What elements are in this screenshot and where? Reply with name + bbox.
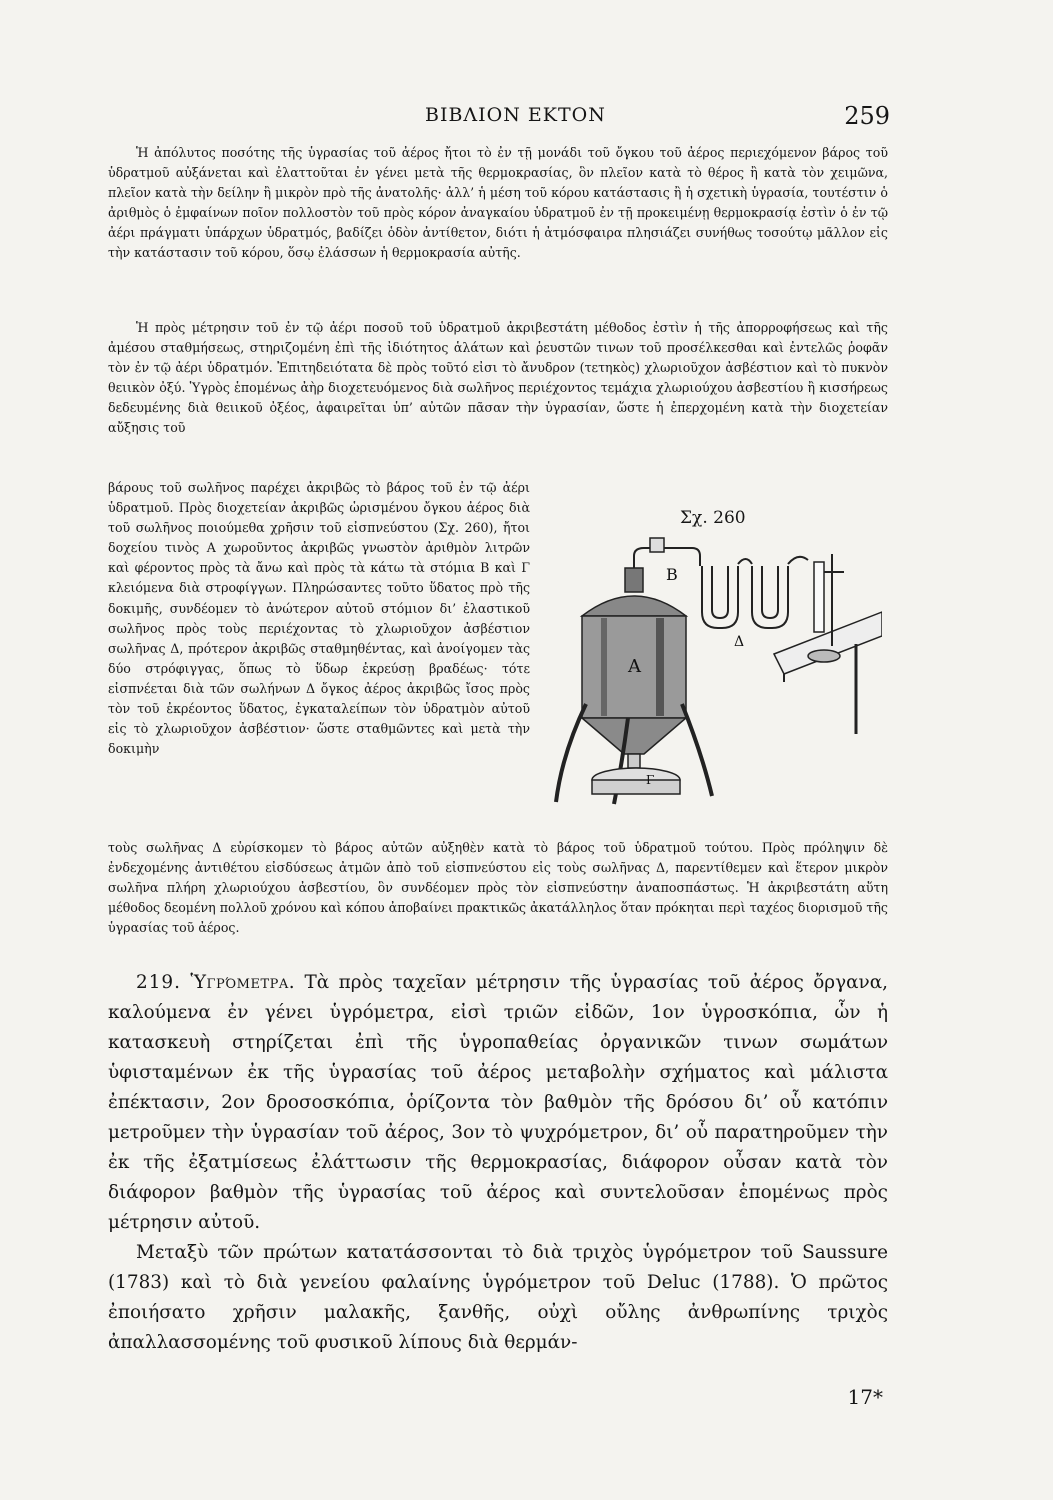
paragraph-text: βάρους τοῦ σωλῆνος παρέχει ἀκριβῶς τὸ βάρος τοῦ ἐν τῷ ἀέρι ὑδρατμοῦ. Πρὸς διοχετείαν ἀκριβῶς ὡρισμένου ὄγκου ἀέρος διὰ τοῦ σωλῆνος ποιούμεθα χρῆσιν τοῦ εἰσπνεύστου (Σχ. 260), ἤτοι δοχείου τινὸς Α χωροῦντος ἀκριβῶς γνωστὸν ἀριθμὸν λιτρῶν καὶ φέροντος πρὸς τὰ ἄνω καὶ πρὸς τὰ κάτω τὰ στόμια Β καὶ Γ κλειόμενα διὰ στροφίγγων. Πληρώσαντες τοῦτο ὕδατος πρὸ τῆς δοκιμῆς, συνδέομεν τὸ ἀνώτερον αὐτοῦ στόμιον δι’ ἐλαστικοῦ σωλῆνος πρὸς τοὺς περιέχοντας τὸ χλωριοῦχον ἀσβέστιον σωλῆνας Δ, πρότερον ἀκριβῶς σταθμηθέντας, καὶ ἀνοίγομεν τὰς δύο στρόφιγγας, ὅπως τὸ ὕδωρ ἐκρεύσῃ βραδέως· τότε εἰσπνέεται διὰ τῶν σωλήνων Δ ὄγκος ἀέρος ἀκριβῶς ἴσος πρὸς τὸν τοῦ ἐκρέοντος ὕδατος, ἐγκαταλείπων τὸν ὑδρατμὸν αὐτοῦ εἰς τὸ χλωριοῦχον ἀσβέστιον· ὥστε σταθμῶντες καὶ μετὰ τὴν δοκιμὴν <box>108 480 530 757</box>
figure-260 <box>552 504 882 834</box>
section-paragraph: Μεταξὺ τῶν πρώτων κατατάσσονται τὸ διὰ τριχὸς ὑγρόμετρον τοῦ Saussure (1783) καὶ τὸ διὰ γενείου φαλαίνης ὑγρόμετρον τοῦ Deluc (1788). Ὁ πρῶτος ἐποιήσατο χρῆσιν μαλακῆς, ξανθῆς, οὐχὶ οὔλης ἀνθρωπίνης τριχὸς ἀπαλλασσομένης τοῦ φυσικοῦ λίπους διὰ θερμάν- <box>108 1242 888 1353</box>
tripod-leg <box>682 704 712 796</box>
label-a: Α <box>628 656 641 677</box>
section-number: 219. <box>136 972 181 993</box>
drying-tubes <box>702 557 808 628</box>
neck <box>625 568 643 592</box>
stopcock-bottom <box>628 754 640 768</box>
paragraph-continuation <box>108 838 888 938</box>
section-heading: Ὑγρόμετρα. <box>190 972 296 993</box>
paragraph-absolute-humidity <box>108 143 888 264</box>
dome <box>582 596 686 616</box>
label-g: Γ <box>646 773 655 787</box>
stand-base <box>808 650 840 662</box>
paragraph-wrapped-around-figure <box>108 478 530 759</box>
connector <box>738 559 752 564</box>
aspirator-illustration <box>552 504 882 834</box>
dish-wall <box>592 780 680 794</box>
label-d: Δ <box>734 634 745 650</box>
connector-out <box>788 557 808 564</box>
page-number: 259 <box>844 102 890 130</box>
small-tube <box>814 562 824 632</box>
u-tube-1-inner <box>712 566 728 618</box>
label-b: Β <box>666 565 678 584</box>
section-body: Τὰ πρὸς ταχεῖαν μέτρησιν τῆς ὑγρασίας τοῦ ἀέρος ὄργανα, καλούμενα ἐν γένει ὑγρόμετρα, εἰσὶ τριῶν εἰδῶν, 1ον ὑγροσκόπια, ὧν ἡ κατασκευὴ στηρίζεται ἐπὶ τῆς ὑγροπαθείας ὀργανικῶν τινων σωμάτων ὑφισταμένων ἐκ τῆς ὑγρασίας τοῦ ἀέρος μεταβολὴν σχήματος καὶ μάλιστα ἐπέκτασιν, 2ον δροσοσκόπια, ὁρίζοντα τὸν βαθμὸν τῆς δρόσου δι’ οὗ κατόπιν μετροῦμεν τὴν ὑγρασίαν τοῦ ἀέρος, 3ον τὸ ψυχρόμετρον, δι’ οὗ παρατηροῦμεν τὴν ἐκ τῆς ἐξατμίσεως ἐλάττωσιν τῆς θερμοκρασίας, διάφορον οὖσαν κατὰ τὸν διάφορον βαθμὸν τῆς ὑγρασίας τοῦ ἀέρος καὶ συντελοῦσαν ἑπομένως πρὸς μέτρησιν αὐτοῦ. <box>108 972 888 1233</box>
paragraph-measurement-method <box>108 318 888 439</box>
figure-caption: Σχ. 260 <box>680 508 746 528</box>
paragraph-text: Ἡ πρὸς μέτρησιν τοῦ ἐν τῷ ἀέρι ποσοῦ τοῦ ὑδρατμοῦ ἀκριβεστάτη μέθοδος ἐστὶν ἡ τῆς ἀπορροφήσεως καὶ τῆς ἀμέσου σταθμήσεως, στηριζομένη ἐπὶ τῆς ἰδιότητος ἁλάτων καὶ ῥευστῶν τινων τοῦ προσέλκεσθαι καὶ ἐντελῶς ῥοφᾶν τὸν ἐν τῷ ἀέρι ὑδρατμόν. Ἐπιτηδειότατα δὲ πρὸς τοῦτό εἰσι τὸ ἄνυδρον (τετηκὸς) χλωριοῦχον ἀσβέστιον καὶ τὸ πυκνὸν θειικὸν ὀξύ. Ὑγρὸς ἑπομένως ἀὴρ διοχετευόμενος διὰ σωλῆνος περιέχοντος τεμάχια χλωριούχου ἀσβεστίου ἢ κισσήρεως δεδευμένης διὰ θειικοῦ ὀξέος, ἀφαιρεῖται ὑπ’ αὐτῶν πᾶσαν τὴν ὑγρασίαν, ὥστε ἡ ἐπερχομένη κατὰ τὴν διοχετείαν αὔξησις τοῦ <box>108 320 888 436</box>
section-219-continued <box>108 1238 888 1358</box>
section-paragraph <box>108 968 888 1238</box>
running-title: ΒΙΒΛΙΟΝ ΕΚΤΟΝ <box>425 104 606 126</box>
funnel-bottom <box>582 718 686 754</box>
signature-mark: 17* <box>847 1385 883 1409</box>
section-219 <box>108 968 888 1238</box>
table-top <box>774 612 882 674</box>
table <box>774 612 882 734</box>
stopcock-top <box>650 538 664 552</box>
paragraph-text: τοὺς σωλῆνας Δ εὑρίσκομεν τὸ βάρος αὐτῶν αὐξηθὲν κατὰ τὸ βάρος τοῦ ὑδρατμοῦ τούτου. Πρὸς πρόληψιν δὲ ἐνδεχομένης ἀντιθέτου εἰσδύσεως ἀτμῶν ἀπὸ τοῦ εἰσπνεύστου εἰς τοὺς σωλῆνας Δ, παρεντίθεμεν καὶ ἕτερον μικρὸν σωλῆνα πλήρη χλωριούχου ἀσβεστίου, ὃν συνδέομεν πρὸς τὸν εἰσπνεύστην ἀναποσπάστως. Ἡ ἀκριβεστάτη αὕτη μέθοδος δεομένη πολλοῦ χρόνου καὶ κόπου ἀποβαίνει πρακτικῶς ἀκατάλληλος ὅταν πρόκηται περὶ ταχέος διορισμοῦ τῆς ὑγρασίας τοῦ ἀέρος. <box>108 840 888 936</box>
u-tube-2-inner <box>762 566 778 618</box>
page-header <box>110 104 890 134</box>
paragraph-text: Ἡ ἀπόλυτος ποσότης τῆς ὑγρασίας τοῦ ἀέρος ἤτοι τὸ ἐν τῇ μονάδι τοῦ ὄγκου τοῦ ἀέρος περιεχόμενον βάρος τοῦ ὑδρατμοῦ αὐξάνεται καὶ ἐλαττοῦται ἐν γένει μετὰ τῆς θερμοκρασίας, ὃν πλεῖον κατὰ τὸ θέρος ἢ κατὰ τὸν χειμῶνα, πλεῖον κατὰ τὴν δείλην ἢ μικρὸν πρὸ τῆς ἀνατολῆς· ἀλλ’ ἡ μέση τοῦ κόρου κατάστασις ἢ ἡ σχετικὴ ὑγρασία, τουτέστιν ὁ ἀριθμὸς ὁ ἐμφαίνων ποῖον πολλοστὸν τοῦ πρὸς κόρον ἀναγκαίου ὑδρατμοῦ ἐν τῇ προκειμένῃ θερμοκρασίᾳ ἐστὶν ὁ ἐν τῷ ἀέρι πράγματι ὑπάρχων ὑδρατμός, βαδίζει ὁδὸν ἀντίθετον, διότι ἡ ἀτμόσφαιρα πλησιάζει συνήθως τοσούτῳ μᾶλλον εἰς τὴν κατάστασιν τοῦ κόρου, ὅσῳ ἐλάσσων ἡ θερμοκρασία αὐτῆς. <box>108 145 888 261</box>
